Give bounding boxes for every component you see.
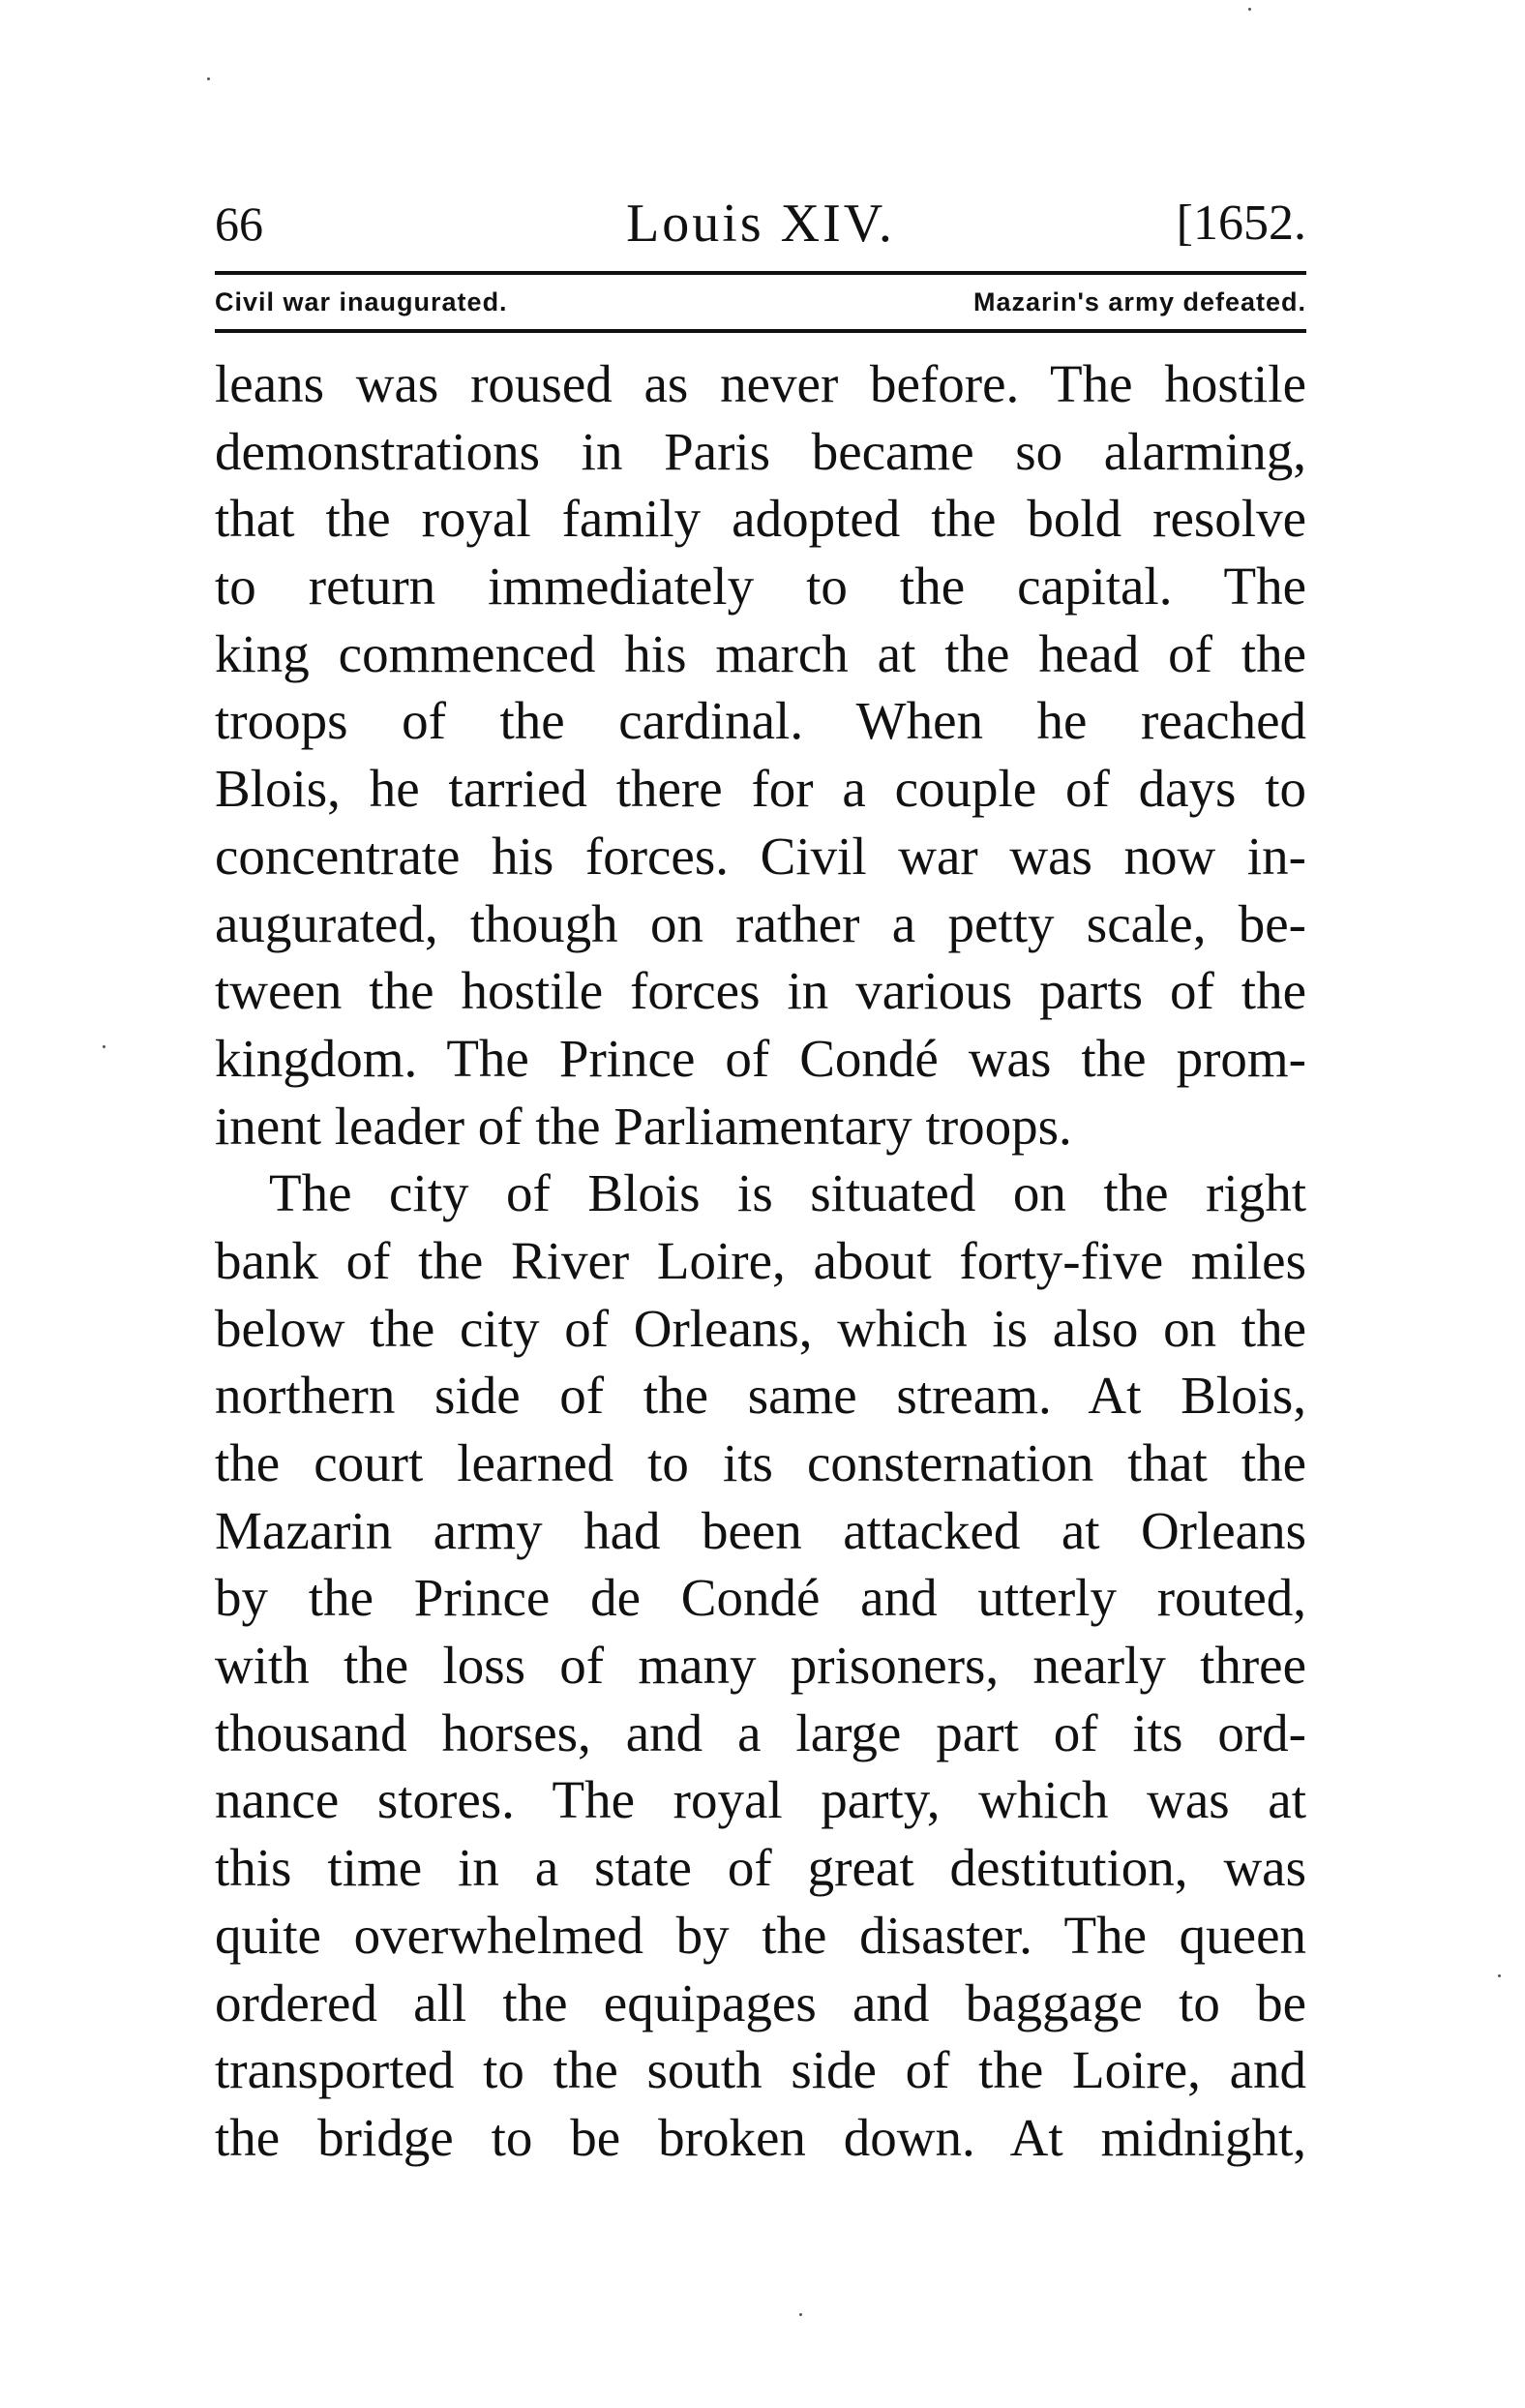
text-line: that the royal family adopted the bold resolve	[215, 489, 1306, 549]
paper-speck	[1498, 1974, 1501, 1977]
text-line: demonstrations in Paris became so alarming,	[215, 421, 1306, 481]
paragraph-end-line: inent leader of the Parliamentary troops.	[215, 1096, 1072, 1156]
text-line: king commenced his march at the head of the	[215, 623, 1306, 683]
text-line: tween the hostile forces in various parts of the	[215, 961, 1306, 1021]
text-line: bank of the River Loire, about forty-five miles	[215, 1230, 1306, 1290]
subheader-left: Civil war inaugurated.	[215, 287, 508, 316]
header-rule-bottom	[215, 329, 1306, 333]
text-line: Blois, he tarried there for a couple of days to	[215, 759, 1306, 819]
year-marker: [1652.	[1176, 196, 1306, 251]
text-line: by the Prince de Condé and utterly routed,	[215, 1568, 1306, 1628]
subheader-right: Mazarin's army defeated.	[972, 287, 1306, 316]
body-text	[215, 350, 1306, 2172]
text-line: this time in a state of great destitution, was	[215, 1838, 1306, 1898]
running-title: Louis XIV.	[626, 194, 895, 254]
page-header	[215, 190, 1306, 257]
paper-speck	[1248, 8, 1251, 11]
text-line: with the loss of many prisoners, nearly three	[215, 1636, 1306, 1696]
text-line: transported to the south side of the Loire, and	[215, 2040, 1306, 2100]
text-line: quite overwhelmed by the disaster. The queen	[215, 1905, 1306, 1965]
paper-speck	[207, 77, 210, 80]
page-number: 66	[215, 196, 263, 251]
text-line: northern side of the same stream. At Blois,	[215, 1366, 1306, 1426]
text-line: kingdom. The Prince of Condé was the prom-	[215, 1028, 1306, 1088]
subheader	[215, 279, 1306, 325]
paper-speck	[799, 2313, 802, 2316]
paragraph-start-line: The city of Blois is situated on the right	[269, 1163, 1306, 1223]
text-line: below the city of Orleans, which is also on the	[215, 1298, 1306, 1358]
text-line: augurated, though on rather a petty scale, be-	[215, 893, 1306, 953]
text-line: nance stores. The royal party, which was at	[215, 1770, 1306, 1830]
text-line: ordered all the equipages and baggage to be	[215, 1972, 1306, 2032]
text-line: concentrate his forces. Civil war was now in-	[215, 826, 1306, 886]
text-line: the bridge to be broken down. At midnight,	[215, 2107, 1306, 2167]
text-line: thousand horses, and a large part of its ord-	[215, 1702, 1306, 1762]
text-line: Mazarin army had been attacked at Orleans	[215, 1500, 1306, 1560]
text-line: the court learned to its consternation that the	[215, 1433, 1306, 1492]
text-line: to return immediately to the capital. The	[215, 557, 1306, 617]
text-line: troops of the cardinal. When he reached	[215, 691, 1306, 751]
header-rule-top	[215, 271, 1306, 275]
text-line: leans was roused as never before. The hostile	[215, 354, 1306, 413]
paper-speck	[103, 1045, 105, 1048]
